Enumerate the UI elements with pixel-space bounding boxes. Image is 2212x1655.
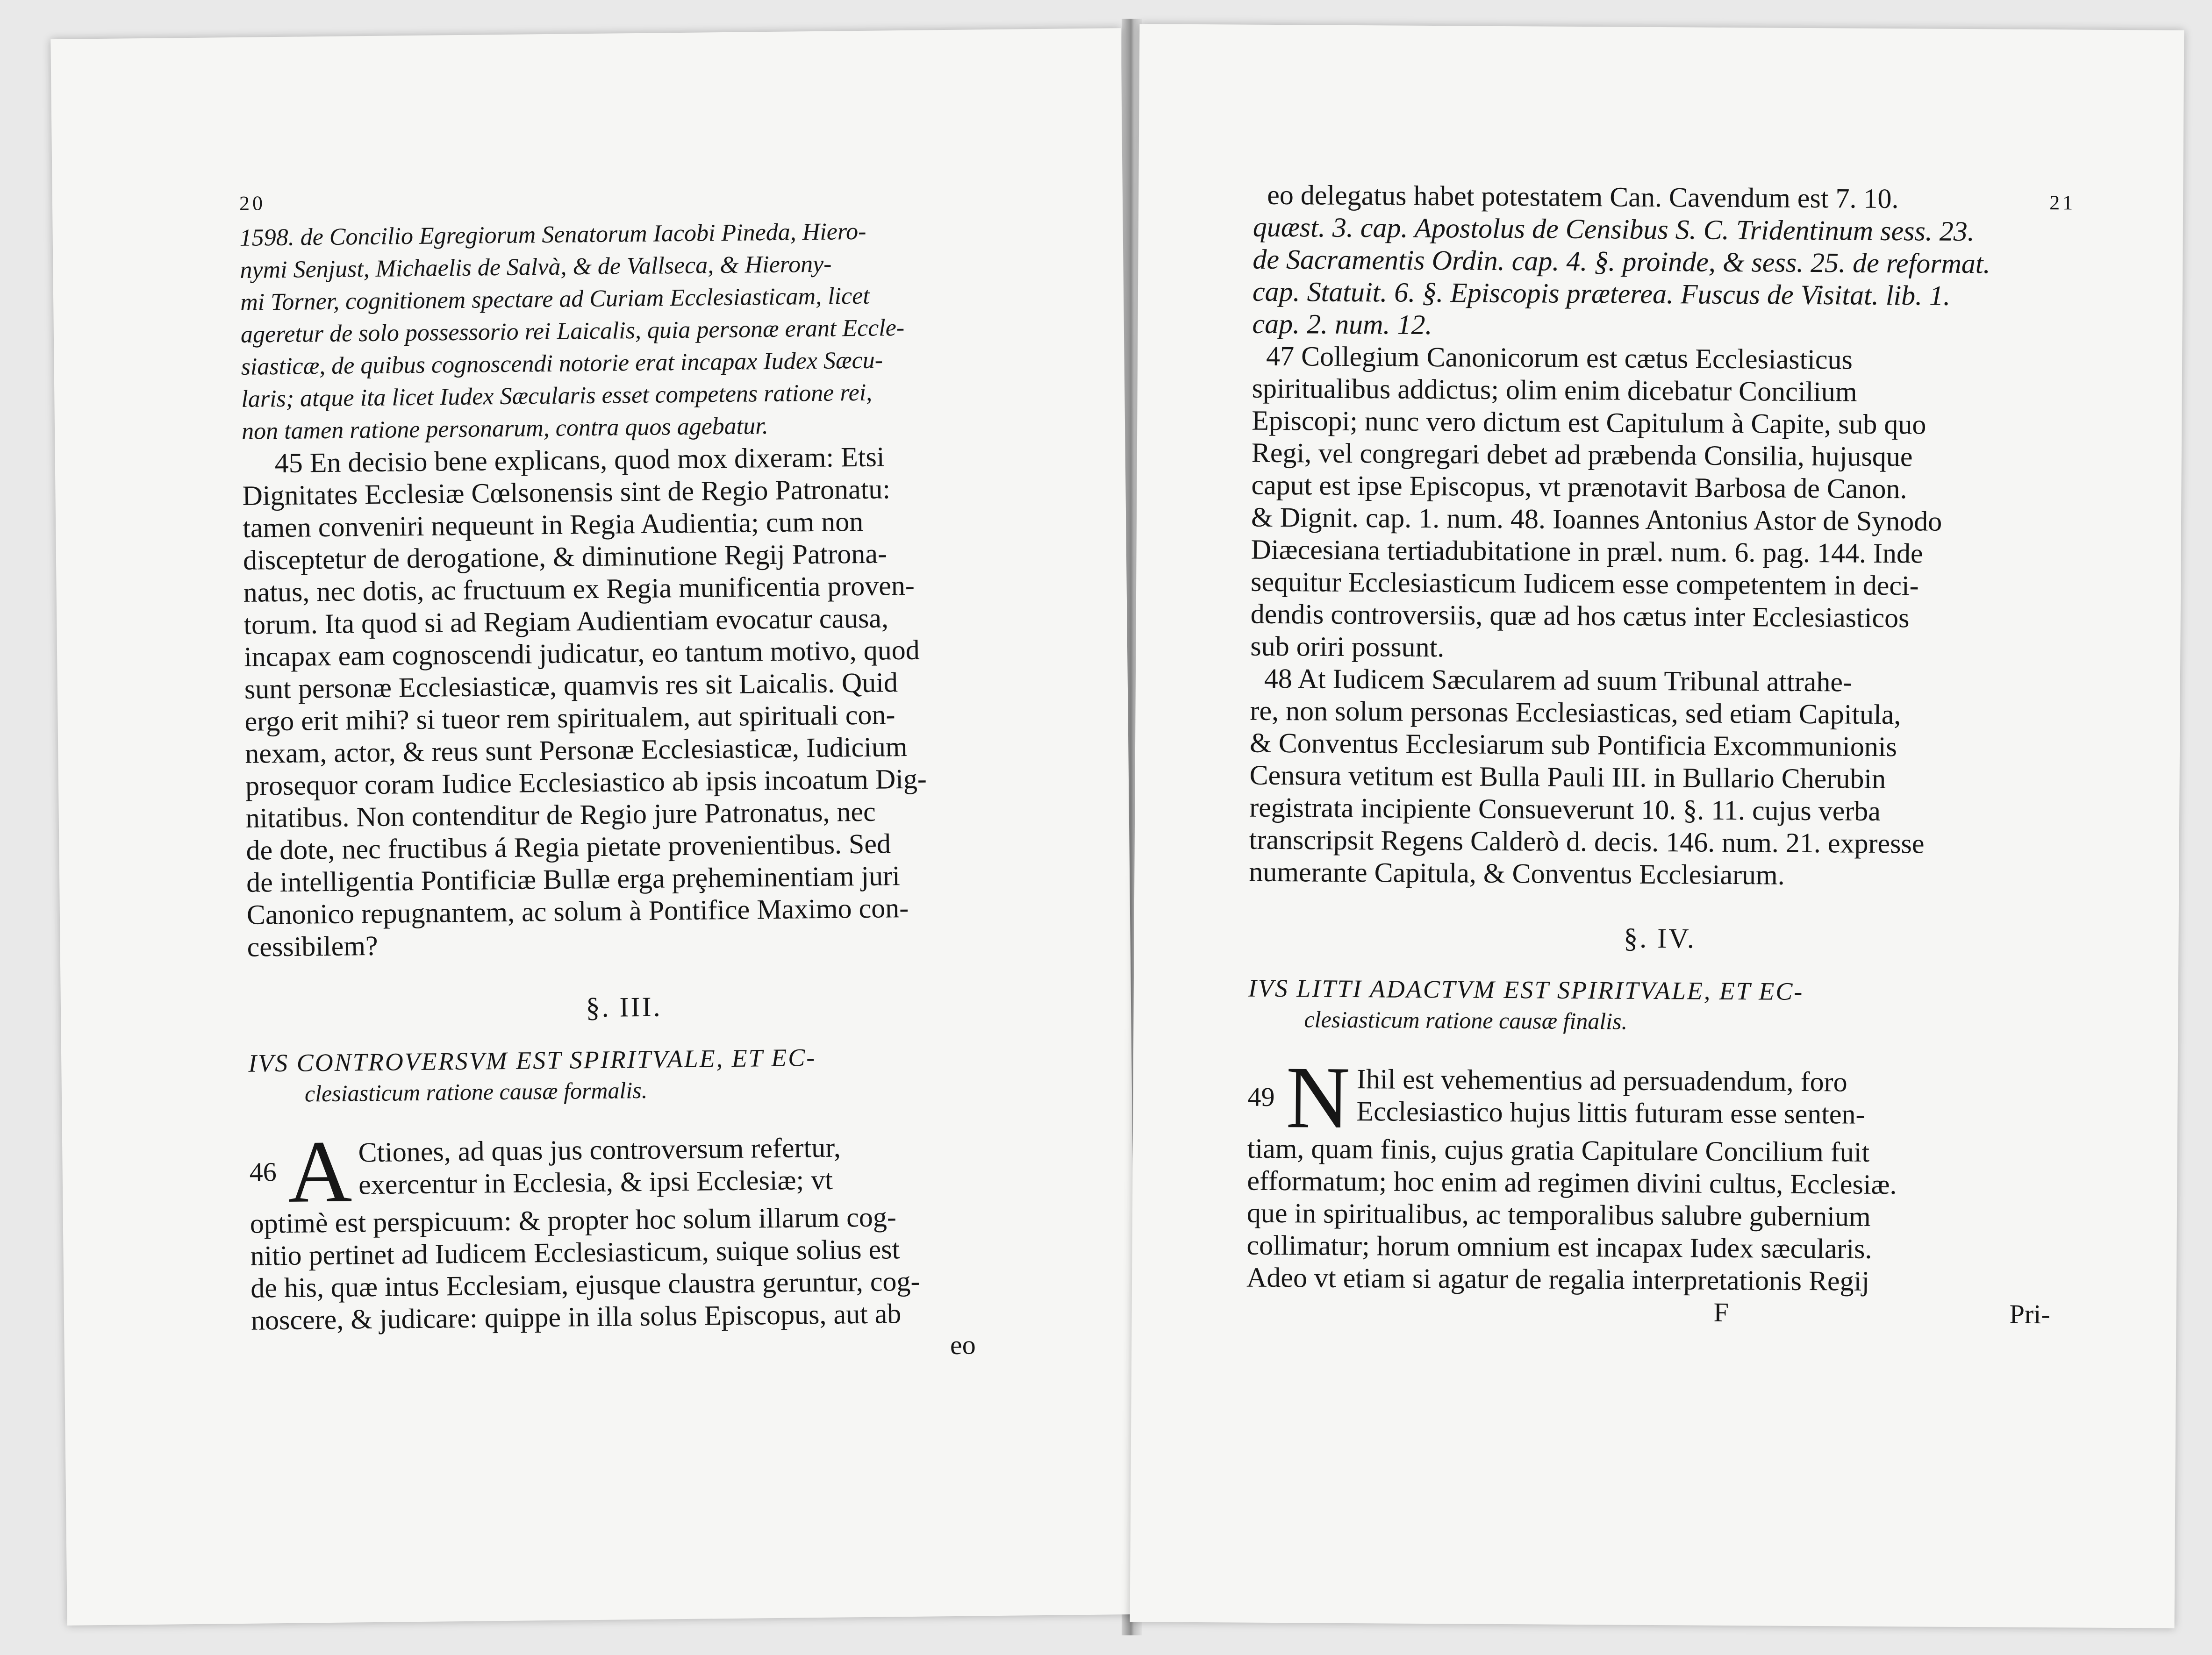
text-line: registrata incipiente Consueverunt 10. §. 11. cujus verba	[1249, 792, 1881, 827]
text-line: & Conventus Ecclesiarum sub Pontificia Excommunionis	[1249, 727, 1897, 763]
text-line: eo delegatus habet potestatem Can. Cavendum est 7. 10.	[1267, 179, 1899, 214]
right-page-text	[1246, 179, 2076, 1330]
text-line	[1253, 211, 2076, 249]
text-line: incapax eam cognoscendi judicatur, eo tantum motivo, quod	[243, 634, 920, 672]
text-line: que in spiritualibus, ac temporalibus salubre gubernium	[1246, 1197, 1871, 1232]
page-number-left: 20	[239, 192, 266, 215]
citation-text: quæst. 3. cap. Apostolus de Censibus S. C. Tridentinum sess. 23.	[1253, 211, 1975, 247]
title-line: clesiasticum ratione causæ finalis.	[1304, 1006, 1628, 1034]
paragraph-46	[249, 1122, 1003, 1337]
text-line: tiam, quam finis, cujus gratia Capitulare Concilium fuit	[1247, 1133, 1870, 1168]
citation-text: de Sacramentis Ordin. cap. 4. §. proinde, & sess. 25. de reformat.	[1253, 243, 1990, 279]
text-line: non tamen ratione personarum, contra quos agebatur.	[241, 413, 768, 445]
text-line: collimatur; horum omnium est incapax Iudex sæcularis.	[1246, 1229, 1872, 1264]
title-line: IVS CONTROVERSVM EST SPIRITVALE, ET EC-	[248, 1043, 816, 1077]
italic-citation-block	[239, 214, 994, 448]
paragraph-number: 46	[249, 1156, 277, 1187]
text-line: de intelligentia Pontificiæ Bullæ erga prȩheminentiam juri	[246, 860, 901, 898]
paragraph-number: 49	[1247, 1081, 1275, 1113]
text-line: spiritualibus addictus; olim enim dicebatur Concilium	[1252, 372, 1857, 407]
page-number-right: 21	[2049, 191, 2076, 214]
text-line: Censura vetitum est Bulla Pauli III. in Bullario Cherubin	[1249, 759, 1886, 794]
text-line: caput est ipse Episcopus, vt prænotavit Barbosa de Canon.	[1251, 469, 1907, 505]
text-line: dendis controversiis, quæ ad hos cætus inter Ecclesiasticos	[1250, 598, 1910, 634]
left-page	[50, 28, 1137, 1626]
text-line: Episcopi; nunc vero dictum est Capitulum à Capite, sub quo	[1252, 405, 1926, 440]
text-line: Diæcesiana tertiadubitatione in præl. num. 6. pag. 144. Inde	[1251, 534, 1923, 569]
left-page-text	[239, 177, 1004, 1368]
text-line: Canonico repugnantem, ac solum à Pontifice Maximo con-	[246, 892, 909, 930]
text-line: Adeo vt etiam si agatur de regalia interpretationis Regij	[1246, 1262, 1870, 1297]
text-line: & Dignit. cap. 1. num. 48. Ioannes Antonius Astor de Synodo	[1251, 501, 1942, 537]
text-line: re, non solum personas Ecclesiasticas, sed etiam Capitula,	[1250, 695, 1901, 730]
text-line: de his, quæ intus Ecclesiam, ejusque claustra geruntur, cog-	[250, 1265, 920, 1304]
citation-text: cap. Statuit. 6. §. Episcopis præterea. Fuscus de Visitat. lib. 1.	[1252, 276, 1951, 311]
catchword-right: Pri-	[2009, 1298, 2050, 1330]
text-line: Ecclesiastico hujus littis futuram esse senten-	[1356, 1096, 1865, 1130]
text-line: optimè est perspicuum: & propter hoc solum illarum cog-	[250, 1201, 897, 1239]
text-line: torum. Ita quod si ad Regiam Audientiam evocatur causa,	[243, 602, 889, 640]
text-line: mi Torner, cognitionem spectare ad Curiam Ecclesiasticam, licet	[240, 282, 870, 316]
text-line: 47 Collegium Canonicorum est cætus Ecclesiasticus	[1266, 340, 1853, 375]
signature-line	[1246, 1294, 2069, 1330]
citation-text: cap. 2. num. 12.	[1252, 308, 1432, 341]
text-line: 1598. de Concilio Egregiorum Senatorum Iacobi Pineda, Hiero-	[239, 218, 866, 251]
text-line: Dignitates Ecclesiæ Cœlsonensis sint de Regio Patronatu:	[242, 473, 891, 511]
text-line: natus, nec dotis, ac fructuum ex Regia munificentia proven-	[243, 570, 915, 608]
drop-cap: A	[287, 1122, 353, 1221]
paragraph-49	[1246, 1049, 2070, 1299]
text-line: ageretur de solo possessorio rei Laicalis, quia personæ erant Eccle-	[240, 314, 905, 348]
right-page	[1130, 24, 2184, 1628]
text-line: disceptetur de derogatione, & diminutione Regij Patrona-	[243, 538, 888, 576]
title-line: clesiasticum ratione causæ formalis.	[304, 1077, 648, 1107]
text-line	[1252, 308, 2075, 345]
section-title-IV	[1248, 973, 2071, 1040]
title-line: IVS LITTI ADACTVM EST SPIRITVALE, ET EC-	[1248, 974, 1804, 1006]
text-line: Ctiones, ad quas jus controversum refertur,	[358, 1132, 841, 1168]
text-line: cessibilem?	[247, 930, 378, 963]
section-title-III	[248, 1040, 1001, 1110]
text-line: sub oriri possunt.	[1250, 630, 1445, 663]
text-line: tamen conveniri nequeunt in Regia Audientia; cum non	[242, 506, 864, 543]
text-line: noscere, & judicare: quippe in illa solus Episcopus, aut ab	[251, 1298, 902, 1336]
text-line: numerante Capitula, & Conventus Ecclesiarum.	[1249, 856, 1785, 891]
text-line: siasticæ, de quibus cognoscendi notorie erat incapax Iudex Sæcu-	[241, 347, 883, 380]
text-line: Regi, vel congregari debet ad præbenda Consilia, hujusque	[1251, 437, 1913, 472]
text-line: exercentur in Ecclesia, & ipsi Ecclesiæ; vt	[358, 1164, 833, 1200]
paragraph-continuation	[1252, 179, 2076, 345]
paragraph-47	[1250, 340, 2075, 668]
section-heading-III: §. III.	[586, 991, 662, 1023]
text-line: sunt personæ Ecclesiasticæ, quamvis res sit Laicalis. Quid	[244, 667, 898, 705]
text-line: sequitur Ecclesiasticum Iudicem esse competentem in deci-	[1250, 566, 1919, 601]
text-line: efformatum; hoc enim ad regimen divini cultus, Ecclesiæ.	[1247, 1165, 1897, 1200]
catchword-left: eo	[950, 1329, 976, 1361]
paragraph-48	[1249, 663, 2073, 893]
section-heading-IV: §. IV.	[1624, 922, 1697, 954]
text-line: de dote, nec fructibus á Regia pietate provenientibus. Sed	[246, 828, 891, 866]
text-line: nexam, actor, & reus sunt Personæ Ecclesiasticæ, Iudicium	[244, 731, 908, 769]
text-line: prosequor coram Iudice Ecclesiastico ab ipsis incoatum Dig-	[245, 763, 927, 801]
text-line: nymi Senjust, Michaelis de Salvà, & de Vallseca, & Hierony-	[240, 250, 832, 284]
drop-cap: N	[1285, 1049, 1351, 1147]
text-line: ergo erit mihi? si tueor rem spiritualem, aut spirituali con-	[244, 699, 895, 737]
text-line: laris; atque ita licet Iudex Sæcularis esset competens ratione rei,	[241, 379, 873, 413]
paragraph-45	[242, 440, 999, 963]
text-line: transcripsit Regens Calderò d. decis. 146. num. 21. expresse	[1249, 824, 1925, 859]
text-line: nitatibus. Non contenditur de Regio jure Patronatus, nec	[245, 796, 876, 834]
text-line	[1253, 276, 2075, 313]
text-line: 48 At Iudicem Sæcularem ad suum Tribunal attrahe-	[1264, 663, 1853, 698]
signature-mark: F	[1713, 1297, 1729, 1327]
text-line: 45 En decisio bene explicans, quod mox dixeram: Etsi	[274, 441, 885, 479]
text-line: Ihil est vehementius ad persuadendum, foro	[1356, 1063, 1847, 1098]
text-line: nitio pertinet ad Iudicem Ecclesiasticum, suique solius est	[250, 1234, 900, 1271]
text-line	[1253, 243, 2075, 281]
